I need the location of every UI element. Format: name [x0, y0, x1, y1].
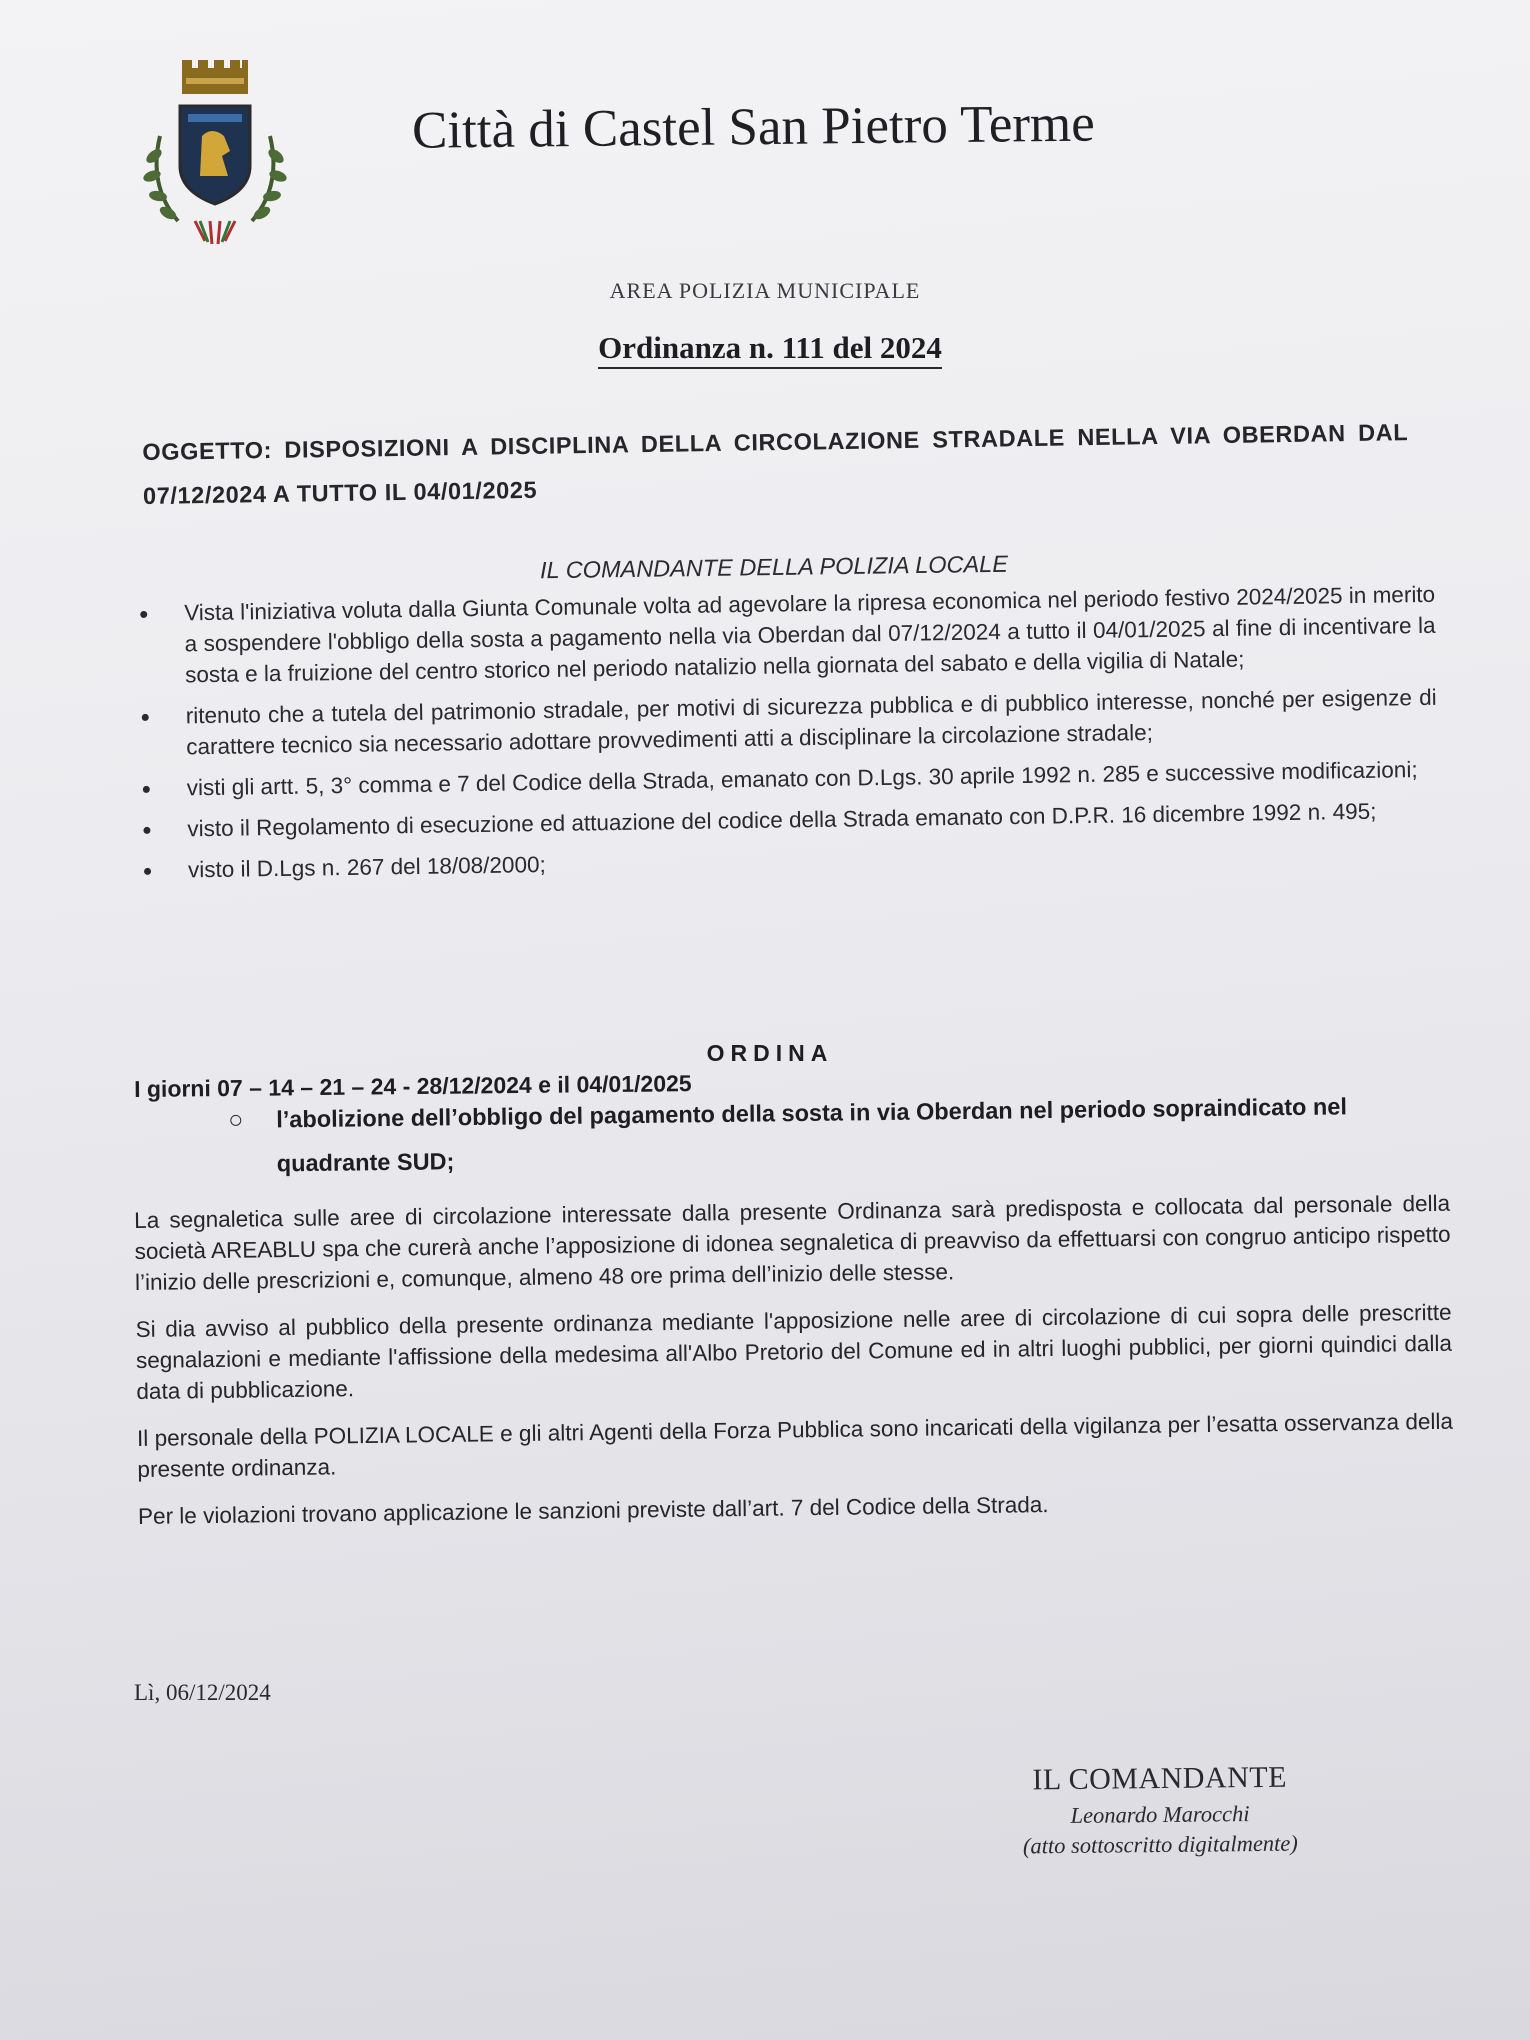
- circle-bullet-icon: [230, 1115, 241, 1126]
- ordina-heading: ORDINA: [706, 1040, 834, 1066]
- premise-text: ritenuto che a tutela del patrimonio stradale, per motivi di sicurezza pubblica e di pubblico interesse, nonché per esigenze di carattere tecnico sia necessario adottare provvedimenti atti a disciplinare la circolazione stradale;: [185, 684, 1437, 760]
- date-line: Lì, 06/12/2024: [134, 1680, 271, 1705]
- ordinance-title: [0, 330, 1530, 366]
- premise-item: [142, 682, 1438, 763]
- premise-item: [143, 754, 1438, 804]
- city-name: Città di Castel San Pietro Terme: [411, 94, 1096, 160]
- premise-text: visti gli artt. 5, 3° comma e 7 del Codice della Strada, emanato con D.Lgs. 30 aprile 1992 n. 285 e successive modificazioni;: [186, 757, 1418, 801]
- premise-text: Vista l'iniziativa voluta dalla Giunta Comunale volta ad agevolare la ripresa economica nel periodo festivo 2024/2025 in merito a sospendere l'obbligo della sosta a pagamento nella via Oberdan dal 07/12/2024 a tutto il 04/01/2025 al fine di incentivare la sosta e la fruizione del centro storico nel periodo natalizio nella giornata del sabato e della vigilia di Natale;: [184, 581, 1436, 688]
- premise-text: visto il D.Lgs n. 267 del 18/08/2000;: [187, 852, 546, 883]
- premise-item: [140, 579, 1436, 691]
- disposition-text: l’abolizione dell’obbligo del pagamento della sosta in via Oberdan nel periodo sopraindicato nel quadrante SUD;: [276, 1093, 1348, 1177]
- body-paragraphs: [134, 1188, 1454, 1548]
- subject-line: OGGETTO: DISPOSIZIONI A DISCIPLINA DELLA CIRCOLAZIONE STRADALE NELLA VIA OBERDAN DAL 07/12/2024 A TUTTO IL 04/01/2025: [142, 419, 1409, 509]
- disposition-item: [228, 1083, 1451, 1186]
- dispositions-list: [228, 1083, 1451, 1186]
- bullet-icon: [140, 611, 147, 618]
- paragraph-signage: La segnaletica sulle aree di circolazione interessate dalla presente Ordinanza sarà predisposta e collocata dal personale della società AREABLU spa che curerà anche l’apposizione di idonea segnaletica di preavviso da effettuarsi con congruo anticipo rispetto l’inizio delle prescrizioni e, comunque, almeno 48 ore prima dell’inizio delle stesse.: [134, 1190, 1451, 1295]
- bullet-icon: [144, 868, 151, 875]
- municipal-crest-icon: [140, 56, 290, 246]
- paragraph-enforcement: Il personale della POLIZIA LOCALE e gli altri Agenti della Forza Pubblica sono incaricati della vigilanza per l’esatta osservanza della presente ordinanza.: [136, 1408, 1454, 1482]
- premise-item: [143, 795, 1438, 845]
- bullet-icon: [143, 827, 150, 834]
- premises-list: [140, 579, 1439, 896]
- paragraph-sanctions: Per le violazioni trovano applicazione le sanzioni previste dall’art. 7 del Codice della Strada.: [137, 1492, 1049, 1529]
- paragraph-public-notice: Si dia avviso al pubblico della presente ordinanza mediante l'apposizione nelle aree di circolazione di cui sopra delle prescritte segnalazioni e mediante l'affissione della medesima all'Albo Pretorio del Comune ed in altri luoghi pubblici, per giorni quindici dalla data di pubblicazione.: [135, 1299, 1453, 1404]
- premise-text: visto il Regolamento di esecuzione ed attuazione del codice della Strada emanato con D.P.R. 16 dicembre 1992 n. 495;: [187, 798, 1377, 842]
- signature-note: (atto sottoscritto digitalmente): [1022, 1830, 1298, 1859]
- days-line: I giorni 07 – 14 – 21 – 24 - 28/12/2024 e il 04/01/2025: [134, 1070, 692, 1102]
- signature-role: IL COMANDANTE: [1032, 1760, 1288, 1797]
- signature-block: [970, 1760, 1351, 1860]
- signature-name: Leonardo Marocchi: [1070, 1801, 1250, 1828]
- ordinance-title-text: Ordinanza n. 111 del 2024: [598, 330, 942, 369]
- authority-heading: IL COMANDANTE DELLA POLIZIA LOCALE: [539, 550, 1009, 584]
- department-heading: AREA POLIZIA MUNICIPALE: [609, 278, 921, 303]
- premise-item: [144, 836, 1439, 886]
- bullet-icon: [142, 714, 149, 721]
- bullet-icon: [143, 786, 150, 793]
